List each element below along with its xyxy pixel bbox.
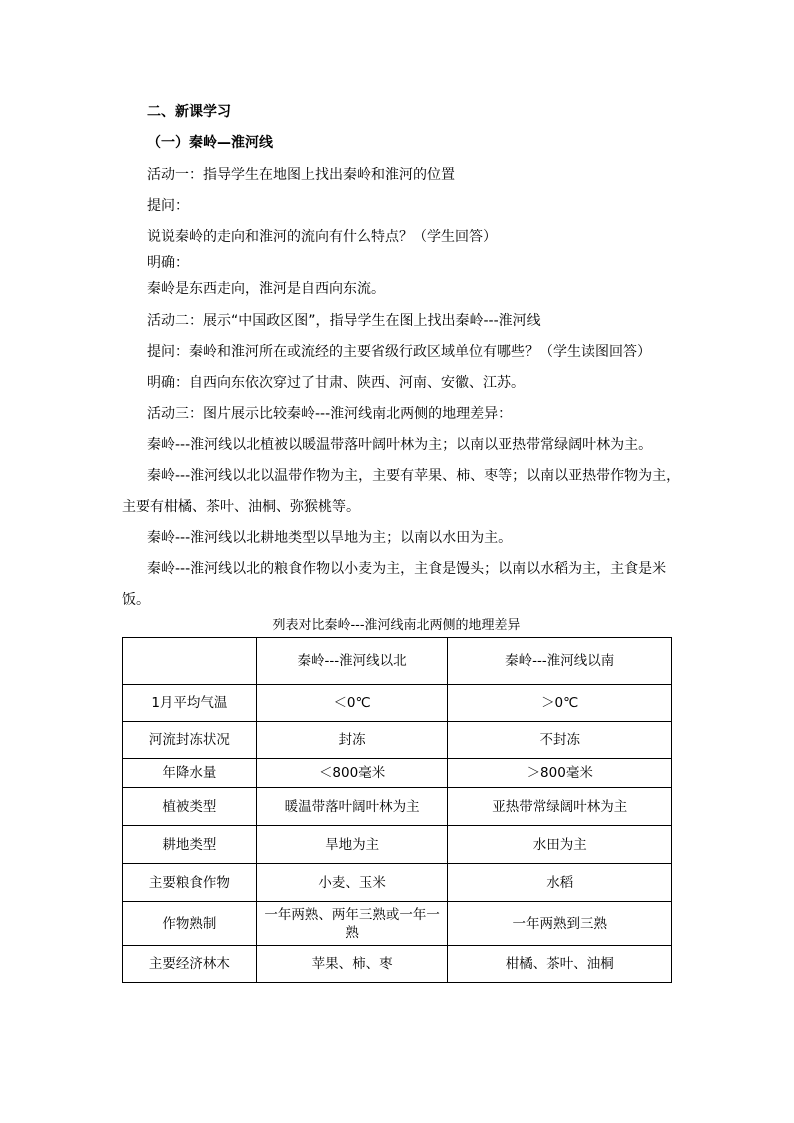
north-value: ＜0℃ xyxy=(256,685,448,722)
south-value: ＞800毫米 xyxy=(448,759,672,788)
section-title: 二、新课学习 xyxy=(147,104,231,120)
question-one-text: 说说秦岭的走向和淮河的流向有什么特点？（学生回答） xyxy=(147,229,497,245)
row-label: 主要经济林木 xyxy=(123,946,257,983)
south-value: 水稻 xyxy=(448,864,672,902)
comparison-table xyxy=(122,637,672,983)
row-label: 河流封冻状况 xyxy=(123,722,257,759)
north-value: 一年两熟、两年三熟或一年一熟 xyxy=(256,902,448,946)
answer-one-label: 明确： xyxy=(147,255,189,271)
paragraph-farmland: 秦岭---淮河线以北耕地类型以旱地为主；以南以水田为主。 xyxy=(147,530,513,546)
paragraph-vegetation: 秦岭---淮河线以北植被以暖温带落叶阔叶林为主；以南以亚热带常绿阔叶林为主。 xyxy=(147,437,653,453)
row-label: 年降水量 xyxy=(123,759,257,788)
north-value: 暖温带落叶阔叶林为主 xyxy=(256,788,448,826)
north-value: 苹果、柿、枣 xyxy=(256,946,448,983)
table-row xyxy=(123,759,672,788)
answer-two: 明确：自西向东依次穿过了甘肃、陕西、河南、安徽、江苏。 xyxy=(147,375,525,391)
table-row xyxy=(123,685,672,722)
table-header-south: 秦岭---淮河线以南 xyxy=(448,638,672,685)
row-label: 植被类型 xyxy=(123,788,257,826)
table-header-north: 秦岭---淮河线以北 xyxy=(256,638,448,685)
question-one-label: 提问： xyxy=(147,198,189,214)
table-row xyxy=(123,788,672,826)
paragraph-food-line2: 饭。 xyxy=(122,592,150,608)
activity-one: 活动一：指导学生在地图上找出秦岭和淮河的位置 xyxy=(147,167,455,183)
table-row xyxy=(123,722,672,759)
table-header-row xyxy=(123,638,672,685)
table-row xyxy=(123,864,672,902)
activity-two: 活动二：展示“中国政区图”，指导学生在图上找出秦岭---淮河线 xyxy=(147,313,541,329)
south-value: ＞0℃ xyxy=(448,685,672,722)
south-value: 柑橘、茶叶、油桐 xyxy=(448,946,672,983)
activity-three: 活动三：图片展示比较秦岭---淮河线南北两侧的地理差异： xyxy=(147,406,513,422)
table-caption: 列表对比秦岭---淮河线南北两侧的地理差异 xyxy=(272,618,521,633)
row-label: 耕地类型 xyxy=(123,826,257,864)
subsection-title: （一）秦岭—淮河线 xyxy=(147,135,273,151)
question-two: 提问：秦岭和淮河所在或流经的主要省级行政区域单位有哪些？（学生读图回答） xyxy=(147,344,651,360)
table-row xyxy=(123,902,672,946)
paragraph-crops-line1: 秦岭---淮河线以北以温带作物为主，主要有苹果、柿、枣等；以南以亚热带作物为主， xyxy=(147,468,681,484)
row-label: 主要粮食作物 xyxy=(123,864,257,902)
paragraph-crops-line2: 主要有柑橘、茶叶、油桐、弥猴桃等。 xyxy=(122,499,360,515)
table-row xyxy=(123,946,672,983)
row-label: 1月平均气温 xyxy=(123,685,257,722)
table-row xyxy=(123,826,672,864)
paragraph-food-line1: 秦岭---淮河线以北的粮食作物以小麦为主，主食是馒头；以南以水稻为主，主食是米 xyxy=(147,561,667,577)
table-header-blank xyxy=(123,638,257,685)
south-value: 水田为主 xyxy=(448,826,672,864)
north-value: 小麦、玉米 xyxy=(256,864,448,902)
row-label: 作物熟制 xyxy=(123,902,257,946)
south-value: 亚热带常绿阔叶林为主 xyxy=(448,788,672,826)
south-value: 不封冻 xyxy=(448,722,672,759)
north-value: 封冻 xyxy=(256,722,448,759)
north-value: ＜800毫米 xyxy=(256,759,448,788)
south-value: 一年两熟到三熟 xyxy=(448,902,672,946)
north-value: 旱地为主 xyxy=(256,826,448,864)
answer-one-text: 秦岭是东西走向，淮河是自西向东流。 xyxy=(147,281,385,297)
